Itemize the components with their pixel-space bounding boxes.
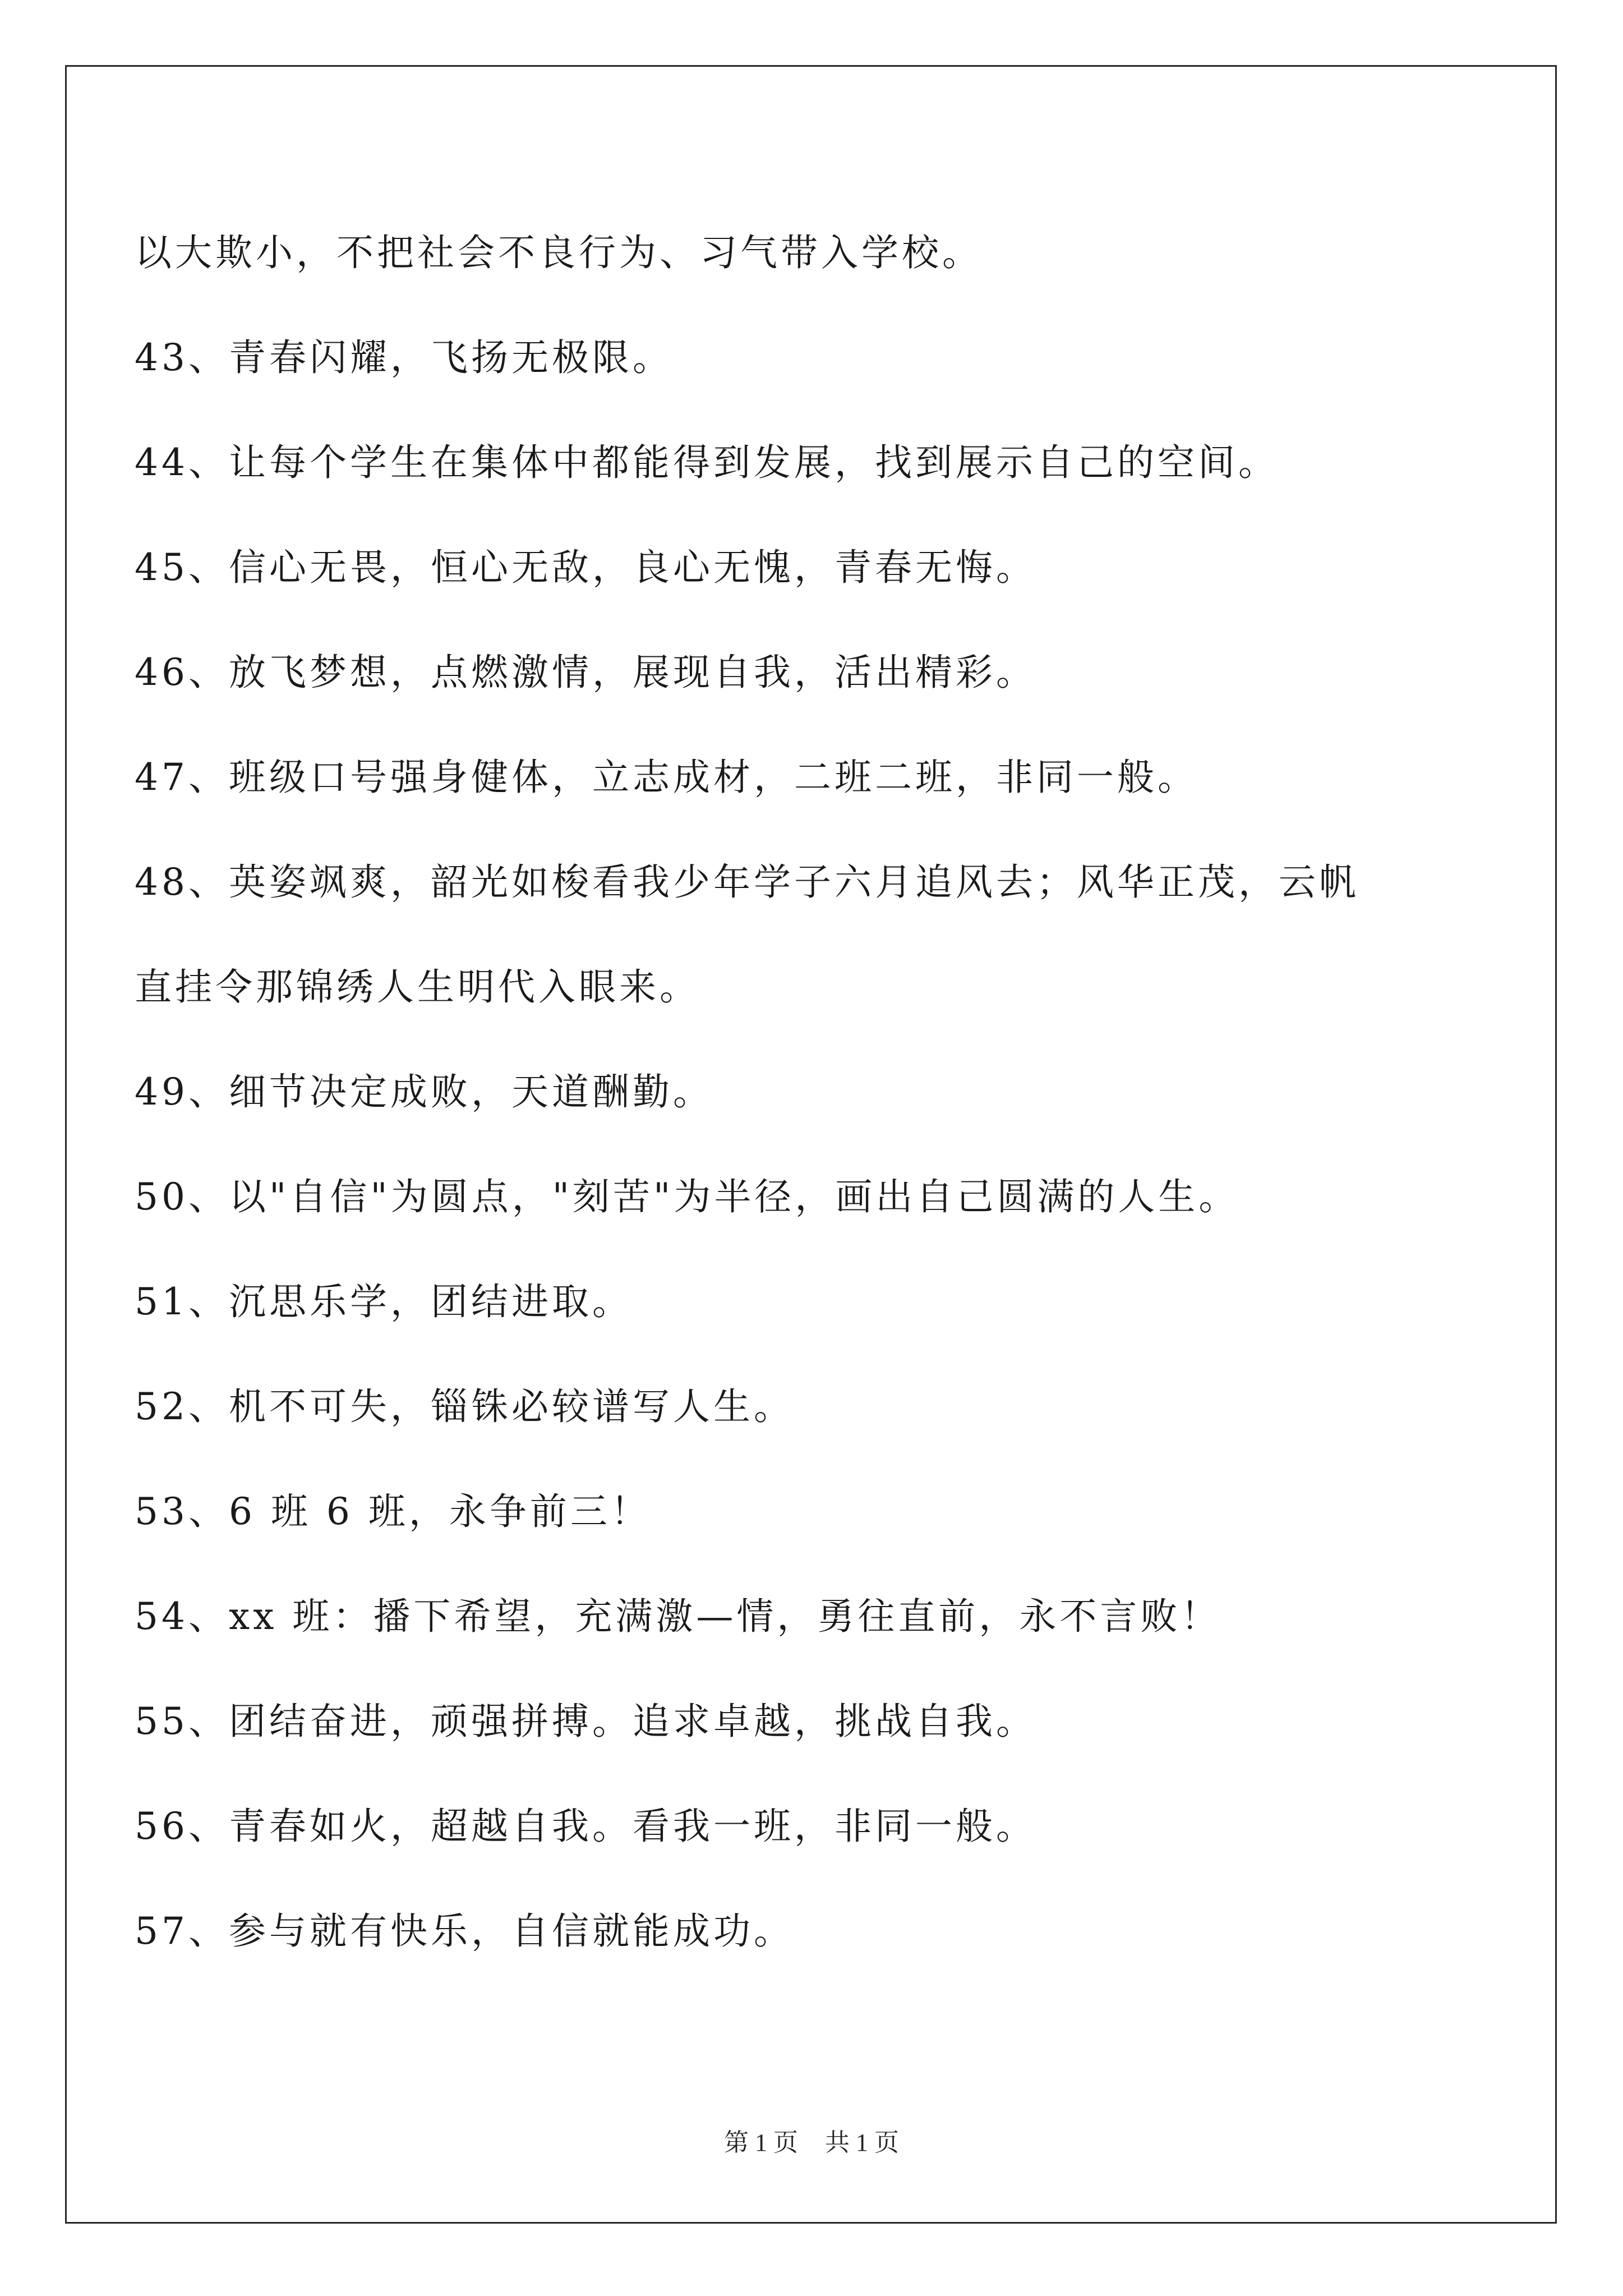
page-footer: [0, 2127, 1623, 2159]
text-line: 48、英姿飒爽，韶光如梭看我少年学子六月追风去；风华正茂，云帆: [135, 861, 1359, 904]
text-line: 54、xx 班：播下希望，充满激—情，勇往直前，永不言败！: [135, 1595, 1221, 1638]
page-total: 共 1 页: [825, 2129, 899, 2156]
text-line: 以大欺小，不把社会不良行为、习气带入学校。: [135, 231, 983, 274]
text-line: 46、放飞梦想，点燃激情，展现自我，活出精彩。: [135, 651, 1036, 694]
page-border: [65, 65, 1557, 2224]
text-line: 53、6 班 6 班，永争前三！: [135, 1490, 651, 1533]
text-line: 56、青春如火，超越自我。看我一班，非同一般。: [135, 1805, 1036, 1848]
text-line: 45、信心无畏，恒心无敌，良心无愧，青春无悔。: [135, 546, 1036, 589]
text-line: 49、细节决定成败，天道酬勤。: [135, 1070, 713, 1114]
text-line: 52、机不可失，锱铢必较谱写人生。: [135, 1385, 794, 1428]
page-number: 第 1 页: [724, 2129, 798, 2156]
text-line: 57、参与就有快乐，自信就能成功。: [135, 1910, 794, 1953]
text-line: 50、以"自信"为圆点，"刻苦"为半径，画出自己圆满的人生。: [135, 1175, 1239, 1218]
text-line: 44、让每个学生在集体中都能得到发展，找到展示自己的空间。: [135, 441, 1279, 484]
text-line: 47、班级口号强身健体，立志成材，二班二班，非同一般。: [135, 756, 1198, 799]
text-line: 43、青春闪耀，飞扬无极限。: [135, 336, 673, 379]
text-line: 51、沉思乐学，团结进取。: [135, 1280, 633, 1323]
text-line: 直挂令那锦绣人生明代入眼来。: [135, 965, 700, 1009]
text-line: 55、团结奋进，顽强拼搏。追求卓越，挑战自我。: [135, 1700, 1036, 1743]
